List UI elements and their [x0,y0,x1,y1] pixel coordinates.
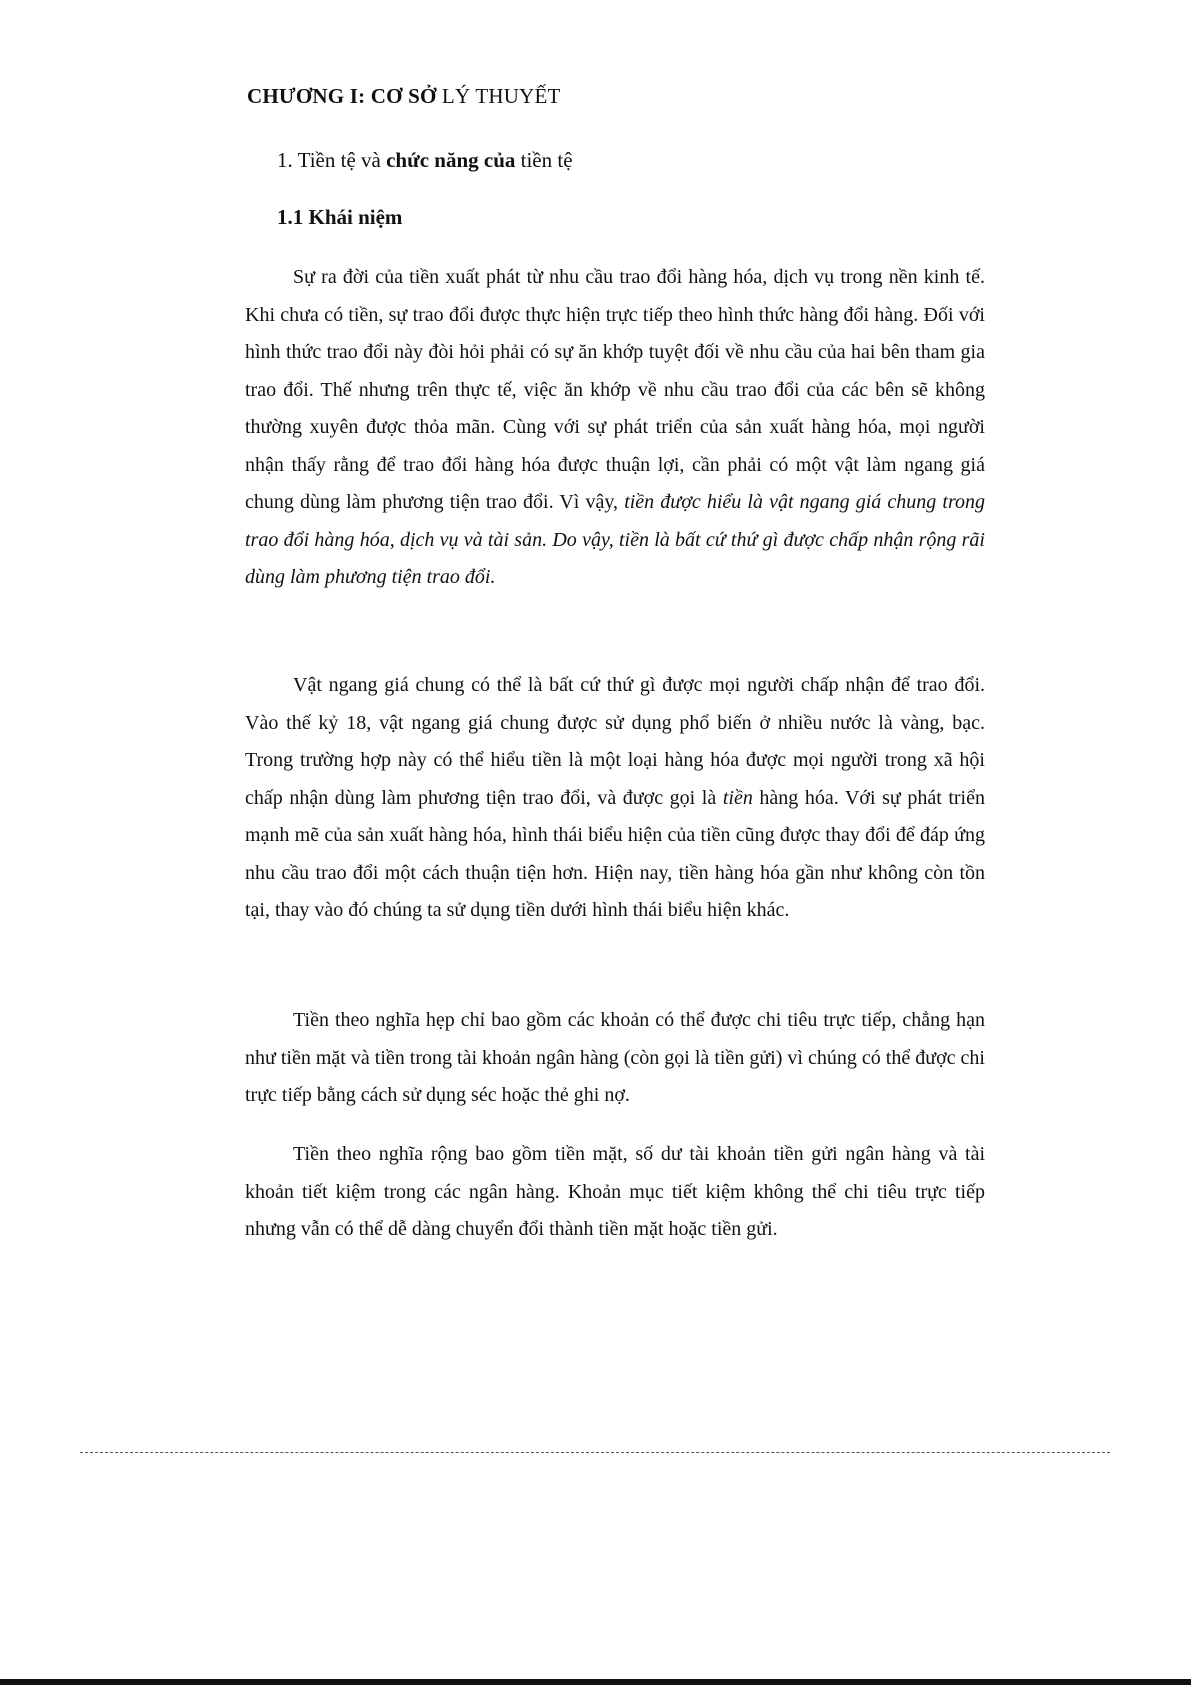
paragraph-narrow-money [245,1002,985,1115]
paragraph-4-text: Tiền theo nghĩa rộng bao gồm tiền mặt, số dư tài khoản tiền gửi ngân hàng và tài khoản tiết kiệm trong các ngân hàng. Khoản mục tiết kiệm không thể chi tiêu trực tiếp nhưng vẫn có thể dễ dàng chuyển đổi thành tiền mặt hoặc tiền gửi. [245,1143,985,1240]
section-title-part1: 1. Tiền tệ và [277,148,387,172]
chapter-title-normal: LÝ THUYẾT [436,84,561,108]
paragraph-commodity-money [245,667,985,930]
page-bottom-edge [0,1679,1191,1685]
section-title-part3: tiền tệ [515,148,573,172]
paragraph-1-italic: tiền được hiểu là vật ngang giá chung trong trao đổi hàng hóa, dịch vụ và tài sản. Do vậy, tiền là bất cứ thứ gì được chấp nhận rộng rãi dùng làm phương tiện trao đổi. [245,491,986,588]
footer-divider [80,1452,1110,1453]
paragraph-2-text-after: hàng hóa. Với sự phát triển mạnh mẽ của sản xuất hàng hóa, hình thái biểu hiện của tiền cũng được thay đổi để đáp ứng nhu cầu trao đổi một cách thuận tiện hơn. Hiện nay, tiền hàng hóa gần như không còn tồn tại, thay vào đó chúng ta sử dụng tiền dưới hình thái biểu hiện khác. [245,786,985,921]
section-title-part2: chức năng của [386,148,516,172]
paragraph-definition [245,259,985,597]
section-title [277,148,573,173]
paragraph-3-text: Tiền theo nghĩa hẹp chỉ bao gồm các khoản có thể được chi tiêu trực tiếp, chẳng hạn như tiền mặt và tiền trong tài khoản ngân hàng (còn gọi là tiền gửi) vì chúng có thể được chi trực tiếp bằng cách sử dụng séc hoặc thẻ ghi nợ. [245,1009,985,1106]
chapter-title-bold: CHƯƠNG I: CƠ SỞ [247,84,437,108]
subsection-title: 1.1 Khái niệm [277,205,403,229]
paragraph-2-italic: tiền [722,786,753,809]
paragraph-1-text: Sự ra đời của tiền xuất phát từ nhu cầu trao đổi hàng hóa, dịch vụ trong nền kinh tế. Khi chưa có tiền, sự trao đổi được thực hiện trực tiếp theo hình thức hàng đổi hàng. Đối với hình thức trao đổi này đòi hỏi phải có sự ăn khớp tuyệt đối về nhu cầu của hai bên tham gia trao đổi. Thế nhưng trên thực tế, việc ăn khớp về nhu cầu trao đổi của các bên sẽ không thường xuyên được thỏa mãn. Cùng với sự phát triển của sản xuất hàng hóa, mọi người nhận thấy rằng để trao đổi hàng hóa được thuận lợi, cần phải có một vật làm ngang giá chung dùng làm phương tiện trao đổi. Vì vậy, [245,266,985,513]
paragraph-broad-money [245,1136,985,1249]
paragraph-2-text: Vật ngang giá chung có thể là bất cứ thứ gì được mọi người chấp nhận để trao đổi. Vào thế kỷ 18, vật ngang giá chung được sử dụng phổ biến ở nhiều nước là vàng, bạc. Trong trường hợp này có thể hiểu tiền là một loại hàng hóa được mọi người trong xã hội chấp nhận dùng làm phương tiện trao đổi, và được gọi là [245,674,985,809]
chapter-title [247,84,561,109]
